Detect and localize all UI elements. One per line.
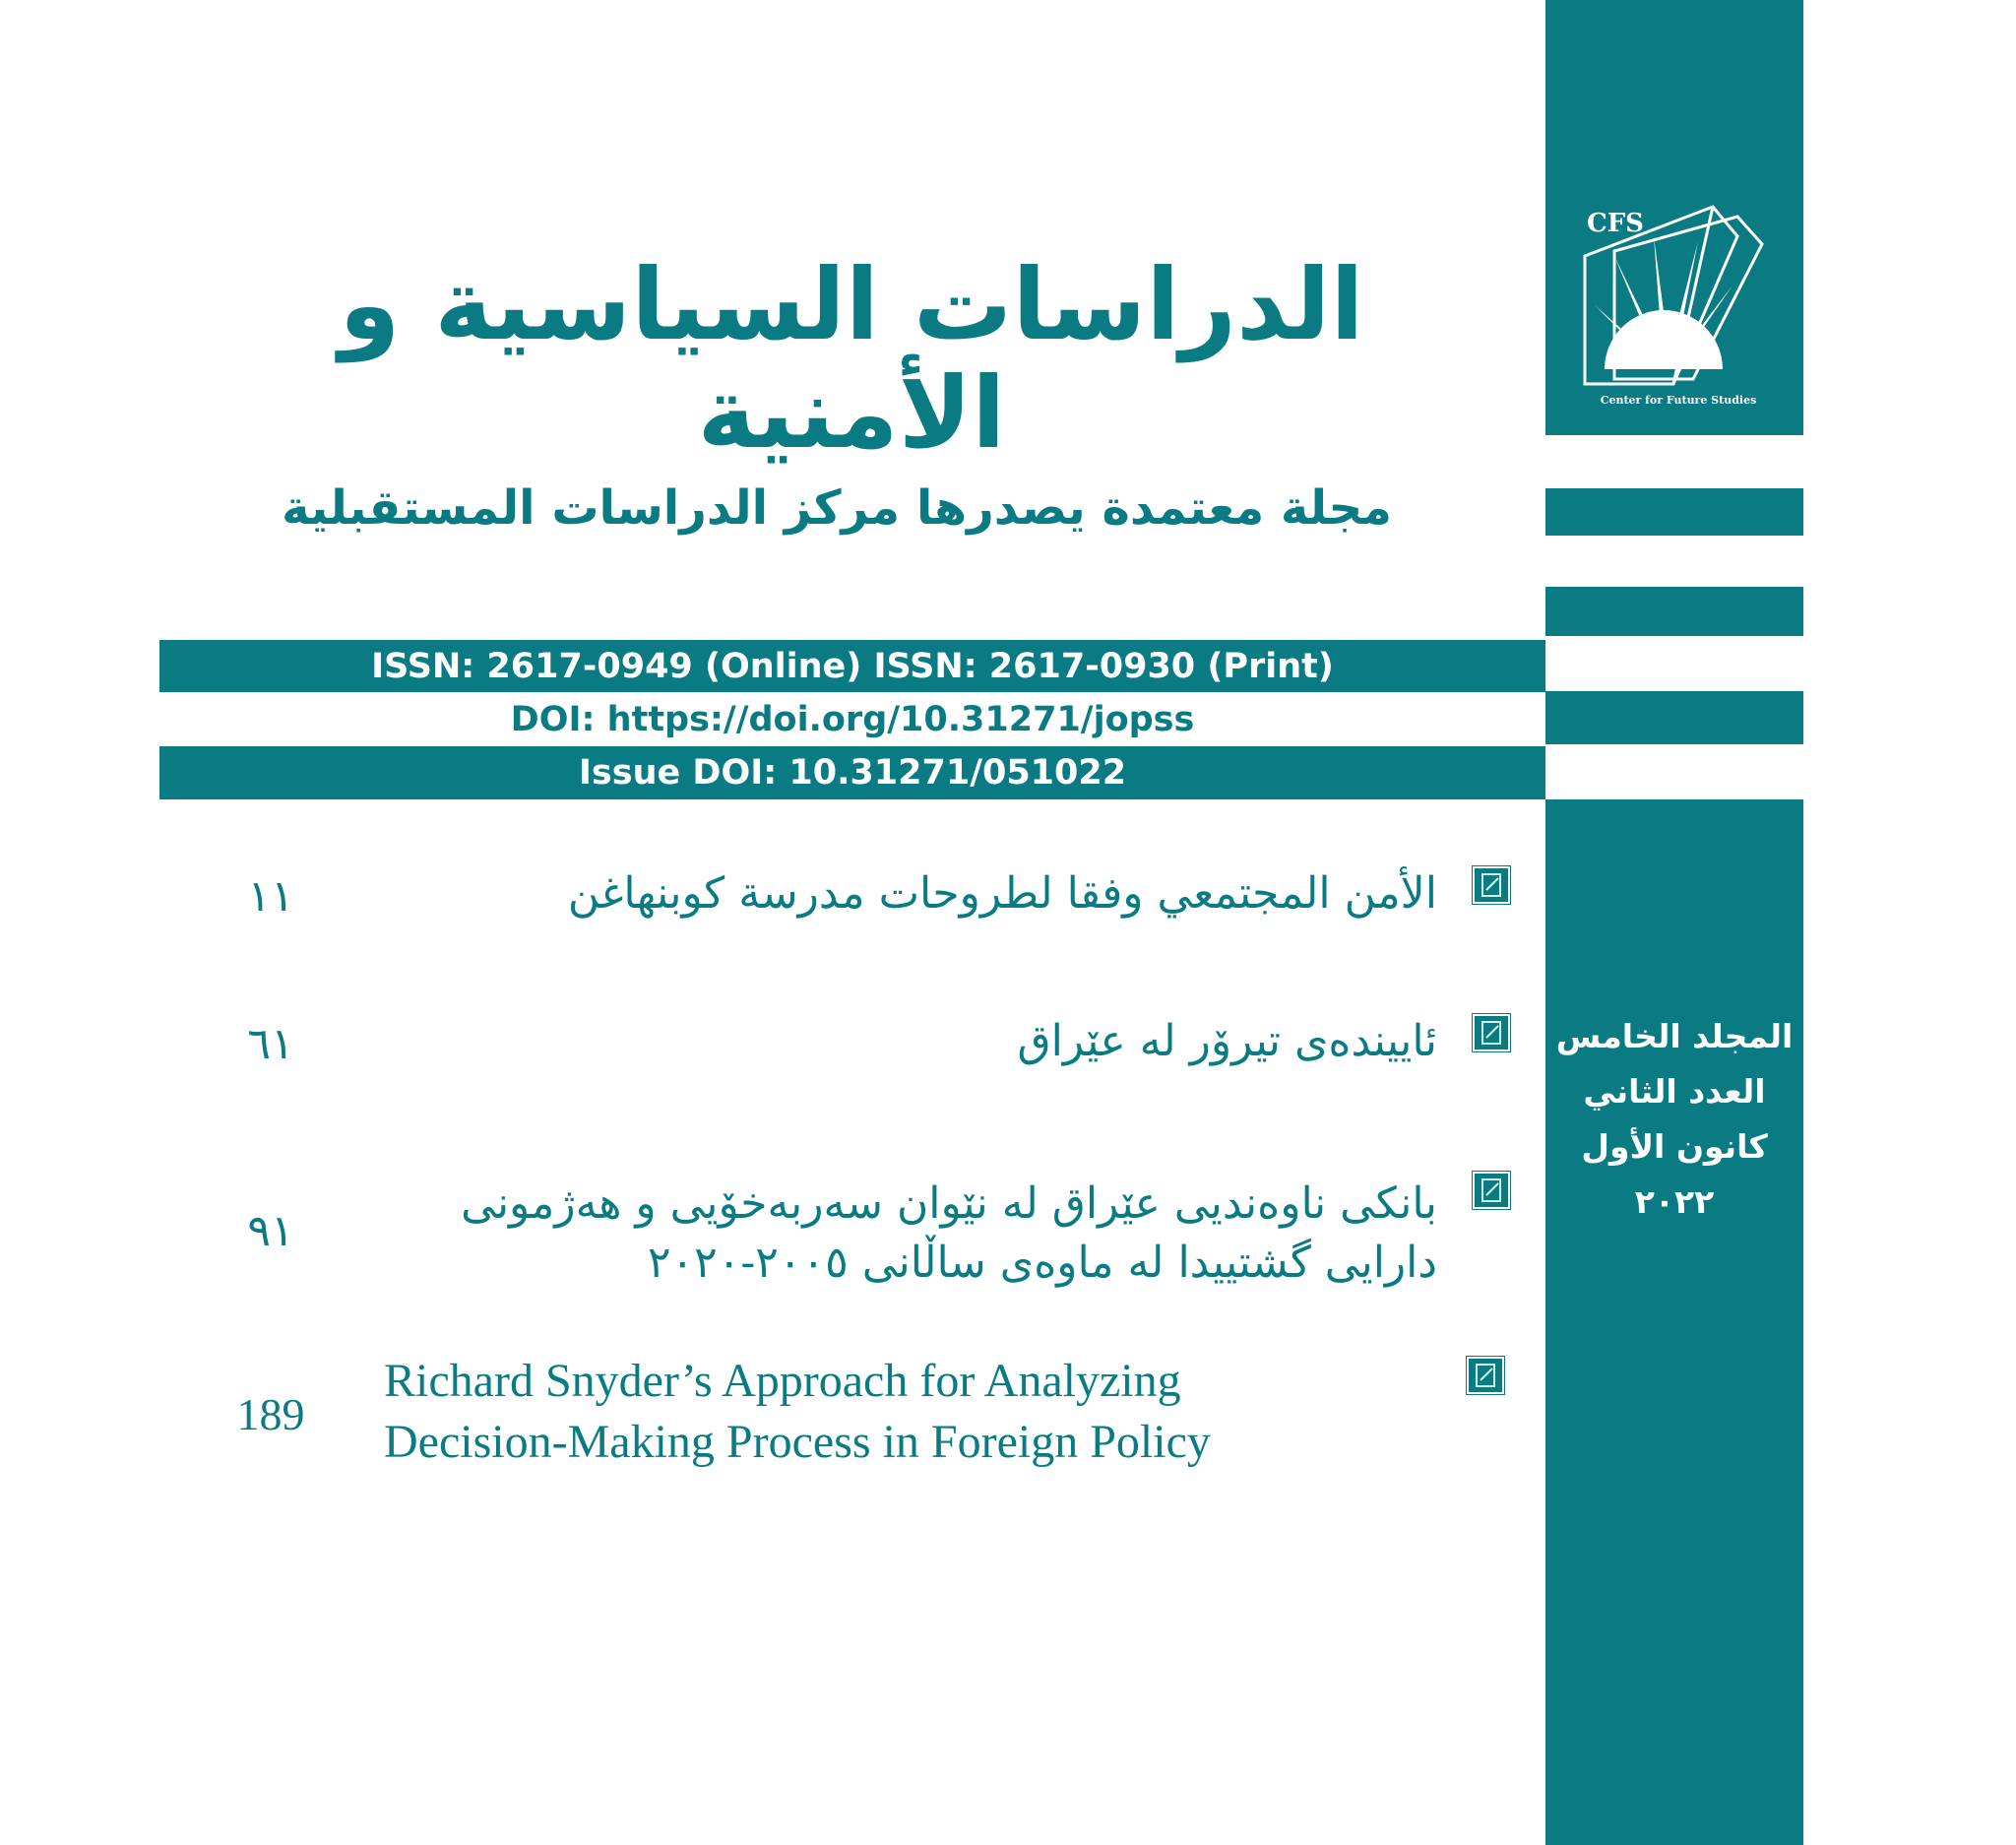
year-label: ٢٠٢٢ <box>1634 1182 1715 1221</box>
toc-title-line2[interactable]: دارایی گشتییدا لە ماوەی ساڵانی ٢٠٠٥-٢٠٢٠ <box>647 1238 1437 1288</box>
article-icon <box>1467 1357 1504 1394</box>
toc-title[interactable]: الأمن المجتمعي وفقا لطروحات مدرسة كوبنهاغن <box>567 868 1437 919</box>
toc-page-number: ٦١ <box>247 1019 294 1069</box>
logo-caption: Center for Future Studies <box>1600 394 1757 407</box>
cover-stripe <box>1545 691 1803 744</box>
journal-subtitle: مجلة معتمدة يصدرها مركز الدراسات المستقبلية <box>282 480 1392 536</box>
issn-line: ISSN: 2617-0949 (Online) ISSN: 2617-0930 (Print) <box>371 647 1334 686</box>
toc-title-line1[interactable]: بانکی ناوەندیی عێراق لە نێوان سەربەخۆیی و هەژمونی <box>461 1178 1437 1229</box>
toc-title[interactable]: ئاییندەی تیرۆر لە عێراق <box>1017 1016 1437 1066</box>
toc-page-number: ١١ <box>247 871 294 922</box>
toc-title-line1[interactable]: Richard Snyder’s Approach for Analyzing <box>384 1355 1181 1407</box>
volume-info <box>1555 1009 1794 1230</box>
issue-doi-line: Issue DOI: 10.31271/051022 <box>578 753 1127 793</box>
logo-abbreviation: CFS <box>1587 209 1644 238</box>
toc-page-number: ٩١ <box>247 1206 294 1256</box>
article-icon <box>1473 1172 1510 1209</box>
month-label: كانون الأول <box>1581 1127 1768 1166</box>
cover-stripe <box>1545 587 1803 636</box>
article-icon <box>1473 866 1510 904</box>
toc-title-line2[interactable]: Decision-Making Process in Foreign Policy <box>384 1416 1211 1468</box>
article-icon <box>1473 1014 1510 1051</box>
cover-stripe <box>1545 488 1803 536</box>
cover-column-bottom <box>1545 799 1803 1845</box>
toc-page-number: 189 <box>236 1389 305 1439</box>
volume-label: المجلد الخامس <box>1555 1017 1794 1055</box>
doi-line[interactable]: DOI: https://doi.org/10.31271/jopss <box>510 700 1195 739</box>
journal-title: الدراسات السياسية و الأمنية <box>339 247 1364 471</box>
issue-label: العدد الثاني <box>1583 1072 1766 1111</box>
